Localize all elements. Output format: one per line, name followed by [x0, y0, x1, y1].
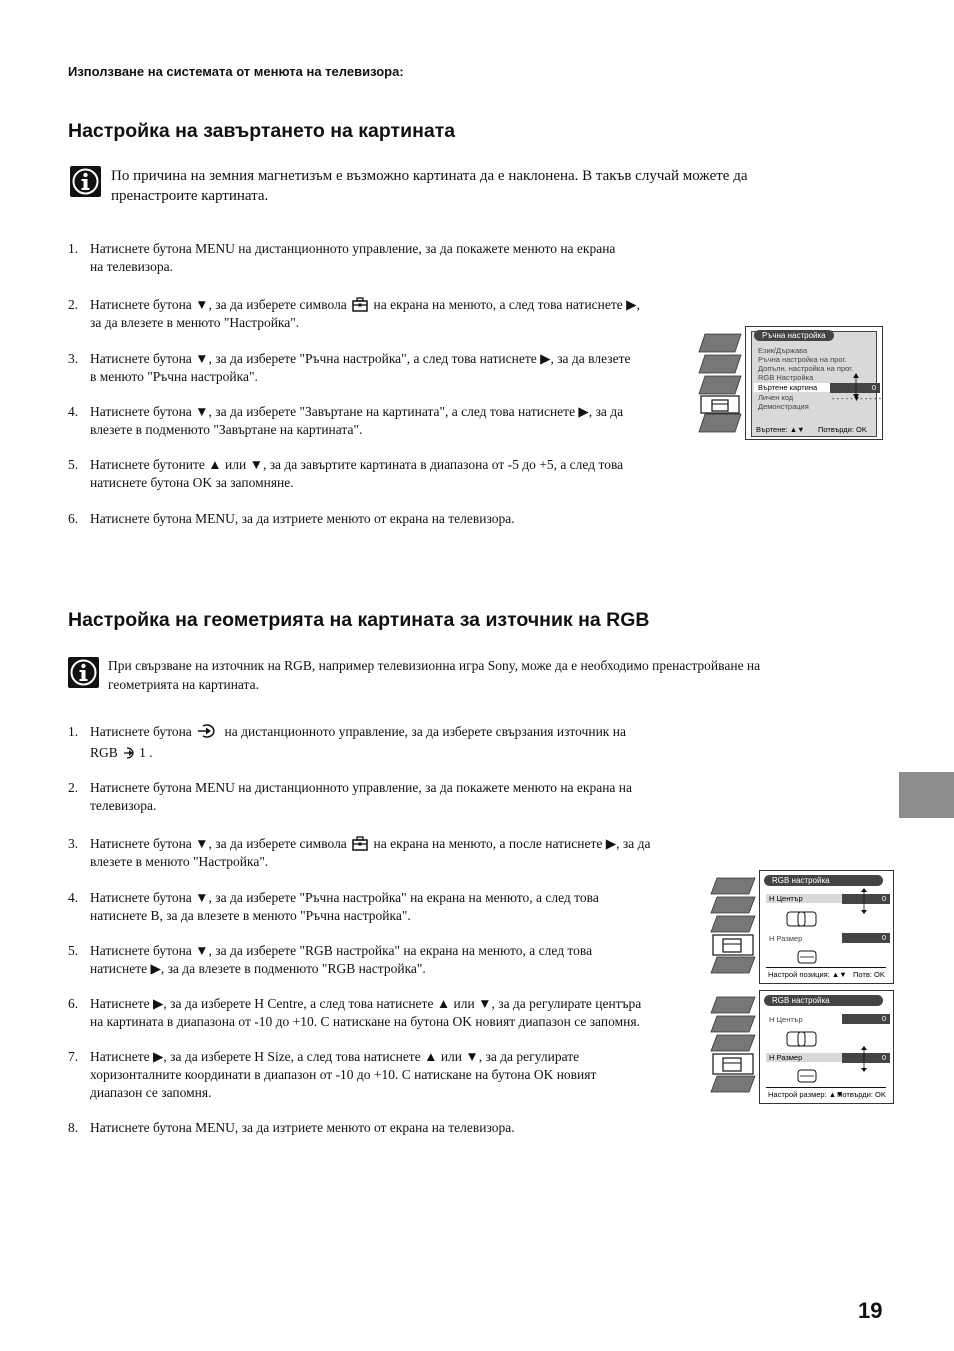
running-header: Използване на системата от менюта на телевизора: — [68, 64, 404, 79]
screen-footer-left: Въртене: ▲▼ — [756, 425, 805, 434]
screen-footer-right: Потвърди: OK — [818, 425, 867, 434]
h-size-icon — [794, 949, 820, 965]
tv-screen-rgb-setup-size — [759, 990, 894, 1104]
screen-item: Демонстрация — [758, 402, 809, 411]
h-size-icon — [794, 1068, 820, 1084]
input-select-icon — [197, 723, 219, 739]
section1-note: По причина на земния магнетизъм е възможно картината да е наклонена. В такъв случай можете да пренастроите картината. — [111, 168, 748, 204]
tv-screen-rgb-setup-centre — [759, 870, 894, 984]
screen-value-bar: 0 — [842, 894, 890, 904]
setup-toolbox-icon — [352, 835, 368, 851]
info-icon — [68, 657, 99, 688]
screen-value-bar: 0 — [842, 1014, 890, 1024]
screen-item: Допълн. настройка на прог. — [758, 364, 854, 373]
screen-footer-left: Настрой размер: ▲▼ — [768, 1090, 844, 1099]
menu-side-tabs — [709, 876, 757, 978]
screen-value-bar: 0 — [842, 933, 890, 943]
rotation-scale: - - - - -▼- - - - - — [832, 394, 882, 403]
screen-item: RGB Настройка — [758, 373, 814, 382]
h-centre-icon — [784, 910, 820, 928]
section1-title: Настройка на завъртането на картината — [68, 120, 456, 142]
screen-item: Език/Държава — [758, 346, 808, 355]
info-icon — [70, 166, 101, 197]
updown-arrow-icon — [858, 886, 870, 916]
screen-item-selected: Въртене картина — [754, 383, 832, 392]
section2-title: Настройка на геометрията на картината за източник на RGB — [68, 609, 650, 631]
menu-side-tabs — [709, 995, 757, 1097]
page-number: 19 — [858, 1298, 883, 1323]
screen-value-bar: 0 — [842, 1053, 890, 1063]
screen-item: H Център — [769, 1015, 803, 1024]
screen-item: Личен код — [758, 393, 794, 402]
screen-footer-left: Настрой позиция: ▲▼ — [768, 970, 847, 979]
screen-item: Ръчна настройка на прог. — [758, 355, 847, 364]
screen-item-selected: H Център — [766, 894, 845, 903]
screen-footer-right: Потвърди: OK — [837, 1090, 886, 1099]
setup-toolbox-icon — [352, 296, 368, 312]
screen-item: H Размер — [769, 934, 803, 943]
av-input-icon — [123, 746, 137, 760]
screen-footer-right: Потв: OK — [853, 970, 885, 979]
chapter-tab-marker — [899, 772, 954, 818]
tv-screen-manual-setup — [745, 326, 883, 440]
screen-title: RGB настройка — [764, 875, 883, 886]
screen-title: RGB настройка — [764, 995, 883, 1006]
menu-side-tabs — [697, 332, 743, 436]
h-centre-icon — [784, 1030, 820, 1048]
screen-item-selected: H Размер — [766, 1053, 845, 1062]
updown-arrow-icon — [858, 1044, 870, 1074]
screen-title: Ръчна настройка — [754, 330, 834, 341]
section2-note: При свързване на източник на RGB, например телевизионна игра Sony, може да е необходимо пренастройване на геометрията на картината. — [108, 658, 761, 692]
screen-value-bar: 0 — [830, 383, 880, 393]
